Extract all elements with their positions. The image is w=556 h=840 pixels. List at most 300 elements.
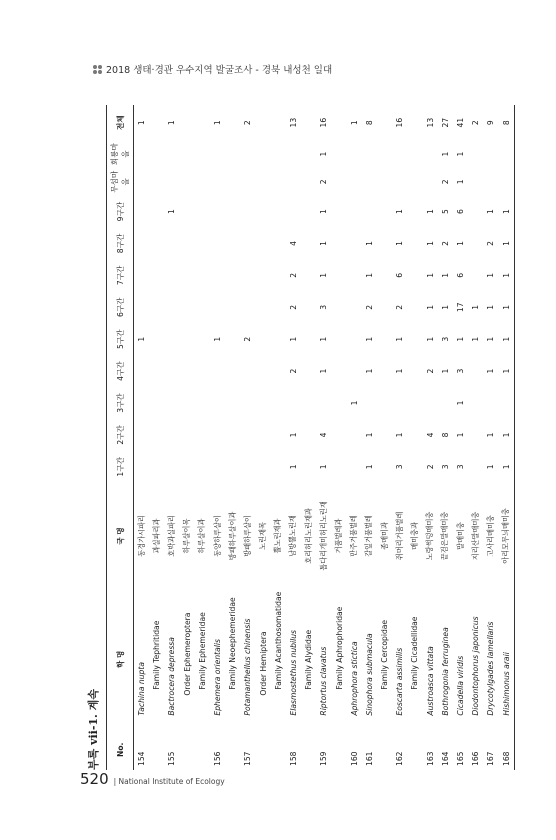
count-cell — [256, 355, 271, 387]
count-cell: 1 — [440, 304, 450, 310]
count-cell — [407, 105, 422, 140]
count-cell — [407, 387, 422, 419]
count-cell — [331, 196, 346, 228]
count-cell — [362, 168, 377, 196]
korean-name-cell: 갈잎거품벌레 — [364, 515, 374, 557]
korean-name-cell: 뿔노린재과 — [273, 518, 283, 554]
count-cell — [210, 228, 225, 260]
count-cell — [362, 387, 377, 419]
count-cell: 2 — [288, 304, 298, 310]
count-cell: 1 — [364, 272, 374, 278]
count-cell — [301, 419, 316, 451]
count-cell — [468, 387, 483, 419]
count-cell: 1 — [364, 368, 374, 374]
count-cell — [225, 228, 240, 260]
header-cell: 1구간 — [107, 451, 134, 483]
count-cell — [240, 140, 255, 168]
korean-name-cell: 호박과실파리 — [166, 515, 176, 557]
table-body — [134, 105, 515, 770]
row-number-cell: 156 — [213, 751, 223, 766]
count-cell — [134, 259, 150, 291]
scientific-name-cell: Eoscarta assimilis — [395, 647, 405, 716]
table-row — [331, 105, 346, 770]
table-row — [453, 105, 468, 770]
count-cell — [331, 355, 346, 387]
count-cell — [271, 355, 286, 387]
count-cell: 9 — [486, 120, 496, 126]
row-number-cell — [407, 730, 422, 770]
header-cell: No. — [107, 730, 134, 770]
count-cell: 1 — [213, 336, 223, 342]
header-cell: 2구간 — [107, 419, 134, 451]
table-row — [256, 105, 271, 770]
table-header-row — [107, 105, 134, 770]
count-cell: 3 — [395, 464, 405, 470]
count-cell — [164, 355, 179, 387]
count-cell — [195, 259, 210, 291]
count-cell — [347, 355, 362, 387]
korean-name-cell: 동경가시파리 — [136, 515, 146, 557]
count-cell — [149, 323, 164, 355]
scientific-name-cell: Tachina nupta — [137, 662, 147, 716]
count-cell: 1 — [364, 241, 374, 246]
count-cell — [210, 168, 225, 196]
count-cell: 1 — [213, 120, 223, 126]
korean-name-cell: 방패하루살이과 — [227, 511, 237, 561]
count-cell — [225, 259, 240, 291]
row-number-cell — [225, 730, 240, 770]
scientific-name-cell: Order Ephemeroptera — [182, 612, 192, 696]
count-cell — [225, 291, 240, 323]
table-row — [286, 105, 301, 770]
count-cell: 1 — [319, 241, 329, 246]
count-cell — [180, 105, 195, 140]
scientific-name-cell: Family Neoephemeridae — [228, 597, 238, 690]
count-cell: 4 — [425, 432, 435, 438]
count-cell: 41 — [456, 117, 466, 128]
count-cell — [195, 196, 210, 228]
table-row — [301, 105, 316, 770]
count-cell: 1 — [395, 336, 405, 342]
count-cell — [256, 168, 271, 196]
count-cell: 1 — [456, 151, 466, 157]
count-cell: 3 — [440, 336, 450, 342]
count-cell — [164, 451, 179, 483]
korean-name-cell: 거품벌레과 — [334, 518, 344, 554]
count-cell — [225, 323, 240, 355]
count-cell — [164, 387, 179, 419]
count-cell: 2 — [395, 304, 405, 310]
count-cell — [407, 419, 422, 451]
count-cell: 1 — [486, 464, 496, 470]
count-cell — [377, 291, 392, 323]
count-cell — [164, 291, 179, 323]
count-cell — [407, 140, 422, 168]
count-cell — [331, 323, 346, 355]
count-cell: 2 — [425, 368, 435, 374]
count-cell: 1 — [471, 304, 481, 310]
count-cell — [301, 105, 316, 140]
count-cell — [164, 259, 179, 291]
scientific-name-cell: Potamanthellus chinensis — [243, 618, 253, 716]
count-cell — [407, 355, 422, 387]
count-cell — [149, 168, 164, 196]
table-row — [407, 105, 422, 770]
count-cell — [468, 168, 483, 196]
korean-name-cell: 좀매미과 — [379, 522, 389, 550]
count-cell: 1 — [288, 464, 298, 470]
table-row — [210, 105, 225, 770]
count-cell: 1 — [486, 304, 496, 310]
count-cell — [240, 291, 255, 323]
count-cell — [468, 259, 483, 291]
count-cell: 6 — [456, 209, 466, 214]
count-cell — [164, 419, 179, 451]
table-row — [483, 105, 498, 770]
count-cell — [347, 228, 362, 260]
count-cell — [286, 140, 301, 168]
count-cell: 1 — [167, 209, 177, 214]
row-number-cell: 154 — [137, 751, 147, 766]
count-cell — [377, 259, 392, 291]
count-cell — [468, 140, 483, 168]
count-cell — [407, 291, 422, 323]
count-cell — [180, 451, 195, 483]
count-cell — [301, 228, 316, 260]
count-cell — [195, 419, 210, 451]
count-cell — [134, 291, 150, 323]
count-cell: 2 — [319, 179, 329, 185]
count-cell — [134, 355, 150, 387]
footer-org: | National Institute of Ecology — [113, 777, 225, 786]
count-cell — [377, 140, 392, 168]
count-cell: 1 — [288, 336, 298, 342]
count-cell: 8 — [499, 105, 515, 140]
count-cell — [210, 387, 225, 419]
count-cell: 1 — [425, 336, 435, 342]
count-cell — [240, 355, 255, 387]
count-cell: 6 — [395, 272, 405, 278]
korean-name-cell: 남방뿔노린재 — [288, 515, 298, 557]
count-cell — [468, 355, 483, 387]
count-cell — [377, 228, 392, 260]
header-cell: 무섬마을 — [107, 168, 134, 196]
count-cell: 16 — [395, 117, 405, 128]
scientific-name-cell: Family Alydidae — [304, 629, 314, 690]
count-cell — [377, 168, 392, 196]
row-number-cell: 158 — [288, 751, 298, 766]
count-cell: 1 — [499, 259, 515, 291]
korean-name-cell: 노린재목 — [258, 522, 268, 550]
count-cell — [271, 105, 286, 140]
count-cell — [195, 140, 210, 168]
korean-name-cell: 호리허리노린재과 — [303, 508, 313, 564]
count-cell: 1 — [456, 336, 466, 342]
count-cell: 1 — [499, 196, 515, 228]
count-cell — [271, 140, 286, 168]
count-cell — [225, 140, 240, 168]
korean-name-cell: 하루살이목 — [182, 518, 192, 554]
count-cell — [316, 387, 331, 419]
count-cell — [331, 419, 346, 451]
count-cell: 1 — [319, 336, 329, 342]
count-cell: 1 — [364, 336, 374, 342]
count-cell — [331, 259, 346, 291]
count-cell — [423, 140, 438, 168]
count-cell — [180, 168, 195, 196]
korean-name-cell: 만주거품벌레 — [349, 515, 359, 557]
korean-name-cell: 아리모무늬매미충 — [499, 483, 515, 589]
count-cell: 1 — [499, 451, 515, 483]
count-cell — [377, 387, 392, 419]
count-cell: 1 — [486, 272, 496, 278]
row-number-cell: 159 — [319, 751, 329, 766]
count-cell — [134, 228, 150, 260]
table-row — [423, 105, 438, 770]
count-cell — [180, 140, 195, 168]
count-cell — [392, 168, 407, 196]
count-cell — [301, 451, 316, 483]
row-number-cell: 166 — [471, 751, 481, 766]
count-cell — [210, 355, 225, 387]
count-cell — [331, 451, 346, 483]
korean-name-cell: 하루살이과 — [197, 518, 207, 554]
count-cell — [210, 196, 225, 228]
count-cell — [377, 419, 392, 451]
count-cell — [438, 387, 453, 419]
count-cell: 1 — [499, 228, 515, 260]
count-cell — [407, 323, 422, 355]
count-cell: 1 — [486, 368, 496, 374]
count-cell — [256, 387, 271, 419]
count-cell: 1 — [349, 400, 359, 406]
korean-name-cell: 말매미충 — [455, 522, 465, 550]
row-number-cell — [149, 730, 164, 770]
count-cell: 1 — [137, 120, 147, 126]
count-cell — [271, 196, 286, 228]
count-cell: 1 — [425, 304, 435, 310]
count-cell: 1 — [319, 368, 329, 374]
scientific-name-cell: Aphrophora stictica — [349, 641, 359, 716]
count-cell — [195, 355, 210, 387]
count-cell — [331, 168, 346, 196]
species-table — [106, 105, 515, 770]
count-cell — [483, 140, 498, 168]
count-cell: 1 — [471, 336, 481, 342]
count-cell — [180, 355, 195, 387]
count-cell — [195, 387, 210, 419]
row-number-cell: 161 — [364, 751, 374, 766]
count-cell — [225, 105, 240, 140]
scientific-name-cell: Family Ephemeridae — [197, 612, 207, 690]
count-cell: 3 — [440, 464, 450, 470]
row-number-cell — [195, 730, 210, 770]
count-cell — [271, 228, 286, 260]
count-cell — [301, 168, 316, 196]
count-cell — [149, 196, 164, 228]
count-cell — [180, 259, 195, 291]
count-cell: 1 — [456, 400, 466, 406]
table-row — [271, 105, 286, 770]
scientific-name-cell: Cicadella viridis — [456, 655, 466, 716]
scientific-name-cell: Bactrocera depressa — [167, 637, 177, 716]
row-number-cell — [331, 730, 346, 770]
count-cell — [331, 387, 346, 419]
row-number-cell: 162 — [395, 751, 405, 766]
count-cell — [149, 451, 164, 483]
row-number-cell — [377, 730, 392, 770]
count-cell: 4 — [319, 432, 329, 438]
count-cell — [362, 196, 377, 228]
count-cell — [256, 323, 271, 355]
count-cell: 1 — [319, 209, 329, 214]
running-header-title: 2018 생태·경관 우수지역 발굴조사 - 경북 내성천 일대 — [106, 65, 333, 76]
count-cell — [240, 259, 255, 291]
header-cell: 4구간 — [107, 355, 134, 387]
korean-name-cell: 톱다리개미허리노린재 — [318, 501, 328, 571]
header-cell: 5구간 — [107, 323, 134, 355]
row-number-cell — [271, 730, 286, 770]
korean-name-cell: 지리산말매미충 — [470, 511, 480, 561]
header-cell: 9구간 — [107, 196, 134, 228]
count-cell — [240, 451, 255, 483]
count-cell: 1 — [319, 272, 329, 278]
scientific-name-cell: Family Acanthosomatidae — [273, 591, 283, 690]
row-number-cell: 160 — [349, 751, 359, 766]
table-row — [362, 105, 377, 770]
count-cell — [347, 259, 362, 291]
count-cell: 2 — [288, 272, 298, 278]
count-cell: 1 — [456, 241, 466, 246]
count-cell — [164, 228, 179, 260]
count-cell — [149, 140, 164, 168]
count-cell — [347, 168, 362, 196]
count-cell — [483, 168, 498, 196]
count-cell — [195, 323, 210, 355]
count-cell — [149, 259, 164, 291]
count-cell: 13 — [288, 117, 298, 128]
count-cell — [256, 228, 271, 260]
korean-name-cell: 방패하루살이 — [242, 515, 252, 557]
count-cell: 17 — [456, 302, 466, 313]
count-cell — [225, 168, 240, 196]
header-cell: 7구간 — [107, 259, 134, 291]
count-cell — [195, 451, 210, 483]
count-cell — [286, 168, 301, 196]
count-cell: 1 — [440, 151, 450, 157]
count-cell: 1 — [425, 241, 435, 246]
count-cell — [331, 291, 346, 323]
count-cell — [149, 291, 164, 323]
row-number-cell — [180, 730, 195, 770]
count-cell — [149, 228, 164, 260]
count-cell — [240, 168, 255, 196]
scientific-name-cell: Order Hemiptera — [258, 631, 268, 696]
count-cell — [256, 140, 271, 168]
header-cell: 회룡마을 — [107, 140, 134, 168]
count-cell: 1 — [288, 432, 298, 438]
row-number-cell — [301, 730, 316, 770]
count-cell — [256, 105, 271, 140]
count-cell — [210, 291, 225, 323]
count-cell — [271, 168, 286, 196]
scientific-name-cell: Elasmostethus nubilus — [288, 630, 298, 716]
count-cell — [377, 105, 392, 140]
table-row — [347, 105, 362, 770]
korean-name-cell: 노랑썩덩매미충 — [425, 511, 435, 561]
count-cell: 3 — [319, 304, 329, 310]
korean-name-cell: 쥐머리거품벌레 — [394, 511, 404, 561]
count-cell — [256, 451, 271, 483]
korean-name-cell: 동양하루살이 — [212, 515, 222, 557]
count-cell — [301, 140, 316, 168]
count-cell — [195, 168, 210, 196]
count-cell: 1 — [440, 368, 450, 374]
count-cell — [225, 419, 240, 451]
count-cell: 5 — [440, 209, 450, 214]
header-cell: 전체 — [107, 105, 134, 140]
row-number-cell — [256, 730, 271, 770]
count-cell: 2 — [440, 179, 450, 185]
count-cell — [407, 196, 422, 228]
count-cell — [240, 196, 255, 228]
header-cell: 국 명 — [107, 483, 134, 589]
count-cell — [423, 168, 438, 196]
count-cell: 1 — [319, 151, 329, 157]
table-row — [180, 105, 195, 770]
count-cell — [468, 196, 483, 228]
count-cell — [134, 387, 150, 419]
count-cell — [286, 196, 301, 228]
count-cell — [256, 419, 271, 451]
count-cell: 1 — [499, 355, 515, 387]
count-cell — [134, 451, 150, 483]
count-cell — [301, 259, 316, 291]
count-cell — [499, 387, 515, 419]
count-cell: 2 — [471, 120, 481, 126]
count-cell — [392, 140, 407, 168]
count-cell — [347, 451, 362, 483]
header-cell: 3구간 — [107, 387, 134, 419]
table-row — [134, 105, 150, 770]
count-cell — [225, 196, 240, 228]
scientific-name-cell: Ephemera orientalis — [213, 639, 223, 716]
scientific-name-cell: Diodontophorus japonicus — [471, 616, 481, 716]
count-cell — [210, 259, 225, 291]
count-cell — [149, 419, 164, 451]
rotated-table-area — [85, 100, 511, 770]
count-cell — [301, 291, 316, 323]
table-row — [240, 105, 255, 770]
table-row — [225, 105, 240, 770]
count-cell: 1 — [499, 291, 515, 323]
count-cell: 1 — [425, 272, 435, 278]
bullet-dots-icon — [93, 65, 102, 74]
row-number-cell: 155 — [167, 751, 177, 766]
count-cell: 1 — [349, 120, 359, 126]
count-cell — [149, 387, 164, 419]
count-cell — [331, 140, 346, 168]
count-cell — [225, 451, 240, 483]
count-cell — [286, 387, 301, 419]
count-cell — [271, 451, 286, 483]
count-cell — [407, 259, 422, 291]
count-cell — [134, 196, 150, 228]
table-row — [316, 105, 331, 770]
count-cell: 1 — [456, 179, 466, 185]
count-cell: 1 — [395, 432, 405, 438]
count-cell — [256, 259, 271, 291]
